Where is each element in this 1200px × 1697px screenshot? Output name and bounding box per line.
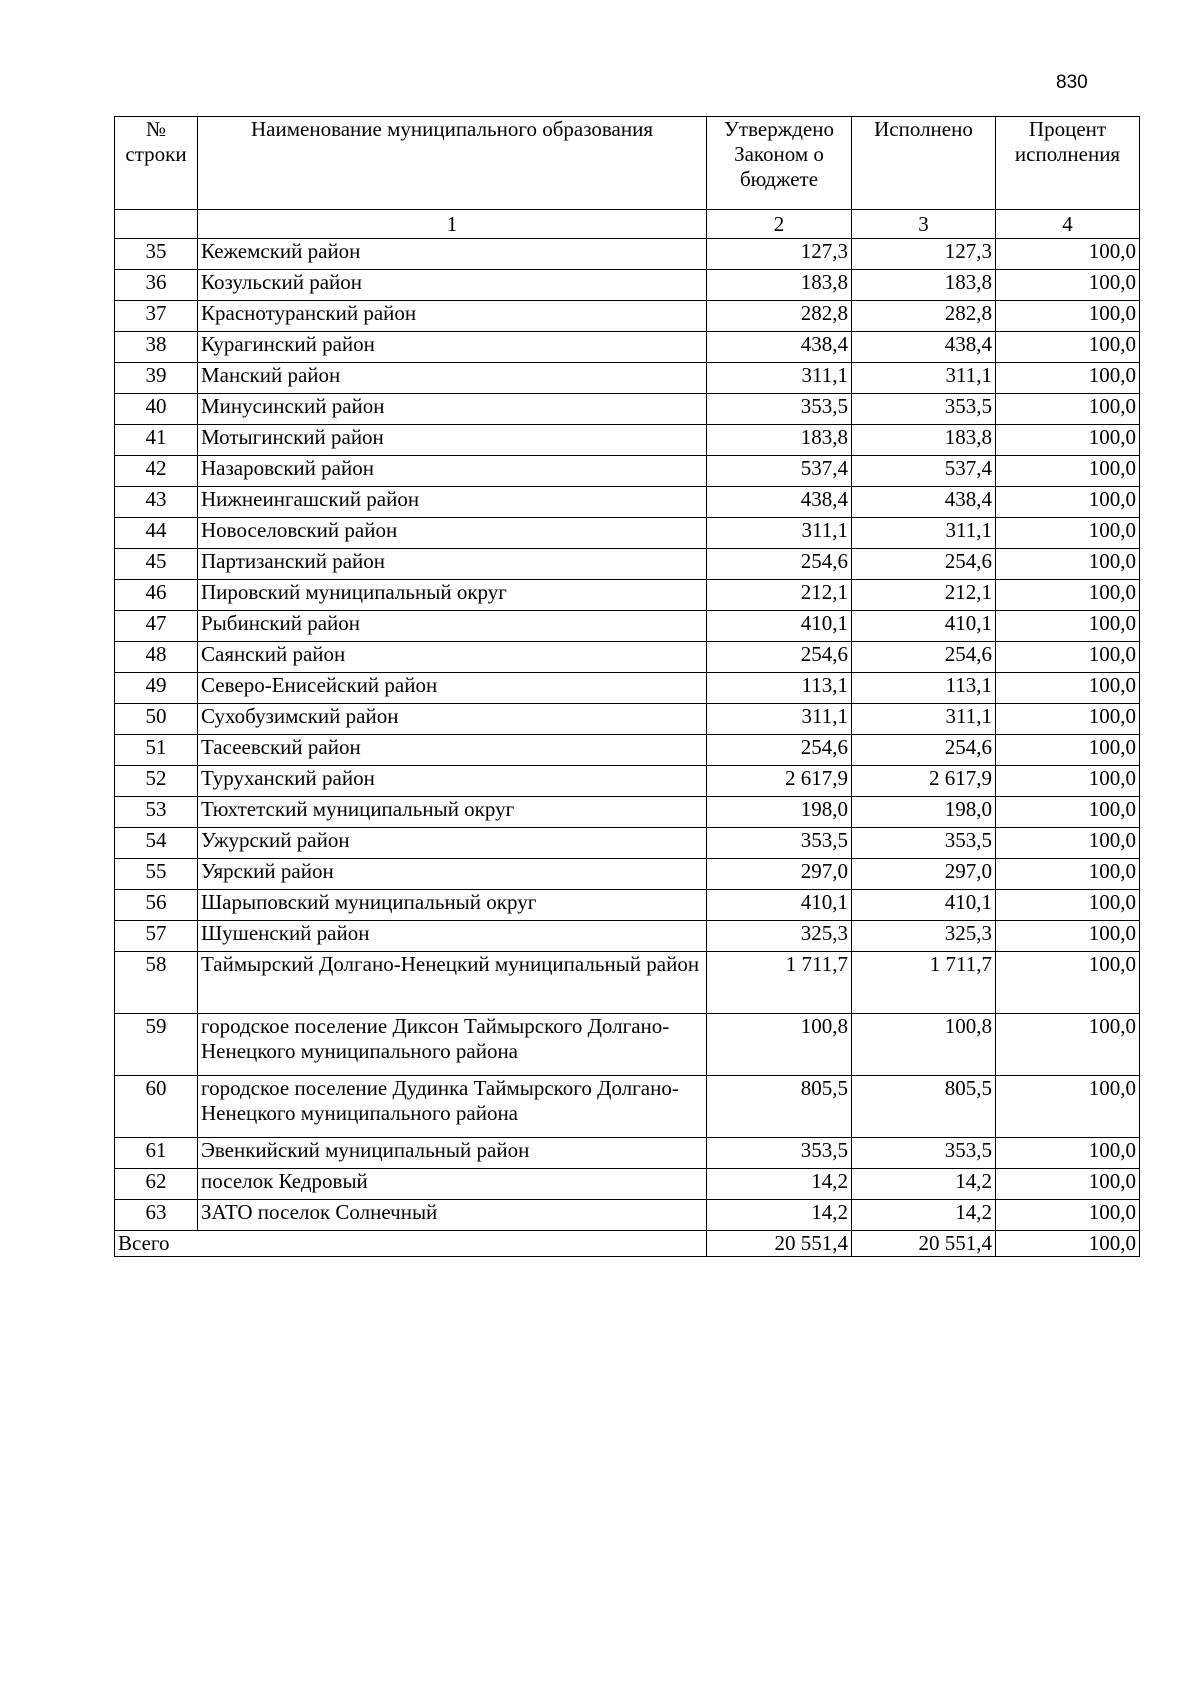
- municipality-name: городское поселение Диксон Таймырского Долгано-Ненецкого муниципального района: [198, 1014, 707, 1076]
- header-executed: Исполнено: [852, 117, 996, 210]
- table-row: [115, 890, 1140, 921]
- executed-amount: 805,5: [852, 1076, 996, 1138]
- execution-percent: 100,0: [996, 642, 1140, 673]
- header-municipality-name: Наименование муниципального образования: [198, 117, 707, 210]
- row-number: 41: [115, 425, 198, 456]
- executed-amount: 353,5: [852, 828, 996, 859]
- approved-amount: 353,5: [707, 1138, 852, 1169]
- approved-amount: 805,5: [707, 1076, 852, 1138]
- header-row: [115, 117, 1140, 210]
- execution-percent: 100,0: [996, 890, 1140, 921]
- row-number: 43: [115, 487, 198, 518]
- municipality-name: Пировский муниципальный округ: [198, 580, 707, 611]
- executed-amount: 254,6: [852, 549, 996, 580]
- approved-amount: 537,4: [707, 456, 852, 487]
- column-index: 3: [852, 210, 996, 239]
- municipality-name: Таймырский Долгано-Ненецкий муниципальный район: [198, 952, 707, 1014]
- municipality-name: Уярский район: [198, 859, 707, 890]
- table-row: [115, 1138, 1140, 1169]
- header-percent: Процент исполнения: [996, 117, 1140, 210]
- execution-percent: 100,0: [996, 425, 1140, 456]
- execution-percent: 100,0: [996, 580, 1140, 611]
- column-index: 2: [707, 210, 852, 239]
- executed-amount: 537,4: [852, 456, 996, 487]
- table-row: [115, 828, 1140, 859]
- execution-percent: 100,0: [996, 487, 1140, 518]
- municipality-name: Шушенский район: [198, 921, 707, 952]
- row-number: 59: [115, 1014, 198, 1076]
- row-number: 50: [115, 704, 198, 735]
- row-number: 58: [115, 952, 198, 1014]
- execution-percent: 100,0: [996, 332, 1140, 363]
- execution-percent: 100,0: [996, 518, 1140, 549]
- approved-amount: 183,8: [707, 270, 852, 301]
- row-number: 38: [115, 332, 198, 363]
- executed-amount: 353,5: [852, 394, 996, 425]
- approved-amount: 254,6: [707, 642, 852, 673]
- execution-percent: 100,0: [996, 270, 1140, 301]
- approved-amount: 311,1: [707, 363, 852, 394]
- table-row: [115, 1169, 1140, 1200]
- table-row: [115, 704, 1140, 735]
- executed-amount: 410,1: [852, 611, 996, 642]
- row-number: 45: [115, 549, 198, 580]
- approved-amount: 353,5: [707, 828, 852, 859]
- approved-amount: 282,8: [707, 301, 852, 332]
- municipality-name: Краснотуранский район: [198, 301, 707, 332]
- table-body: [115, 239, 1140, 1231]
- approved-amount: 1 711,7: [707, 952, 852, 1014]
- total-row: [115, 1231, 1140, 1257]
- row-number: 44: [115, 518, 198, 549]
- municipality-name: Назаровский район: [198, 456, 707, 487]
- row-number: 42: [115, 456, 198, 487]
- table-row: [115, 363, 1140, 394]
- execution-percent: 100,0: [996, 363, 1140, 394]
- municipality-name: Минусинский район: [198, 394, 707, 425]
- execution-percent: 100,0: [996, 239, 1140, 270]
- executed-amount: 311,1: [852, 704, 996, 735]
- column-index: [115, 210, 198, 239]
- executed-amount: 311,1: [852, 518, 996, 549]
- municipality-name: Партизанский район: [198, 549, 707, 580]
- page-number: 830: [1056, 72, 1088, 93]
- total-executed: 20 551,4: [852, 1231, 996, 1257]
- municipality-name: Новоселовский район: [198, 518, 707, 549]
- executed-amount: 113,1: [852, 673, 996, 704]
- table-row: [115, 859, 1140, 890]
- executed-amount: 2 617,9: [852, 766, 996, 797]
- execution-percent: 100,0: [996, 456, 1140, 487]
- approved-amount: 100,8: [707, 1014, 852, 1076]
- approved-amount: 254,6: [707, 735, 852, 766]
- execution-percent: 100,0: [996, 797, 1140, 828]
- row-number: 54: [115, 828, 198, 859]
- table-row: [115, 952, 1140, 1014]
- municipality-name: Тасеевский район: [198, 735, 707, 766]
- municipality-name: Эвенкийский муниципальный район: [198, 1138, 707, 1169]
- municipality-name: поселок Кедровый: [198, 1169, 707, 1200]
- executed-amount: 14,2: [852, 1169, 996, 1200]
- approved-amount: 325,3: [707, 921, 852, 952]
- approved-amount: 212,1: [707, 580, 852, 611]
- municipality-name: Курагинский район: [198, 332, 707, 363]
- row-number: 60: [115, 1076, 198, 1138]
- table-row: [115, 673, 1140, 704]
- row-number: 57: [115, 921, 198, 952]
- execution-percent: 100,0: [996, 673, 1140, 704]
- executed-amount: 212,1: [852, 580, 996, 611]
- execution-percent: 100,0: [996, 766, 1140, 797]
- municipality-name: городское поселение Дудинка Таймырского Долгано-Ненецкого муниципального района: [198, 1076, 707, 1138]
- execution-percent: 100,0: [996, 1138, 1140, 1169]
- approved-amount: 183,8: [707, 425, 852, 456]
- budget-execution-table: [114, 116, 1140, 1257]
- table-row: [115, 518, 1140, 549]
- municipality-name: Козульский район: [198, 270, 707, 301]
- execution-percent: 100,0: [996, 828, 1140, 859]
- execution-percent: 100,0: [996, 859, 1140, 890]
- municipality-name: Кежемский район: [198, 239, 707, 270]
- executed-amount: 254,6: [852, 735, 996, 766]
- row-number: 56: [115, 890, 198, 921]
- row-number: 62: [115, 1169, 198, 1200]
- municipality-name: Сухобузимский район: [198, 704, 707, 735]
- table-row: [115, 1076, 1140, 1138]
- execution-percent: 100,0: [996, 1014, 1140, 1076]
- approved-amount: 311,1: [707, 704, 852, 735]
- approved-amount: 438,4: [707, 332, 852, 363]
- municipality-name: Тюхтетский муниципальный округ: [198, 797, 707, 828]
- table-row: [115, 549, 1140, 580]
- table-row: [115, 921, 1140, 952]
- row-number: 52: [115, 766, 198, 797]
- executed-amount: 438,4: [852, 332, 996, 363]
- table-row: [115, 301, 1140, 332]
- approved-amount: 198,0: [707, 797, 852, 828]
- row-number: 55: [115, 859, 198, 890]
- municipality-name: Туруханский район: [198, 766, 707, 797]
- executed-amount: 410,1: [852, 890, 996, 921]
- approved-amount: 14,2: [707, 1200, 852, 1231]
- execution-percent: 100,0: [996, 735, 1140, 766]
- executed-amount: 127,3: [852, 239, 996, 270]
- table-row: [115, 394, 1140, 425]
- table-row: [115, 1014, 1140, 1076]
- header-approved: Утверждено Законом о бюджете: [707, 117, 852, 210]
- table-row: [115, 425, 1140, 456]
- execution-percent: 100,0: [996, 704, 1140, 735]
- row-number: 39: [115, 363, 198, 394]
- executed-amount: 198,0: [852, 797, 996, 828]
- table-row: [115, 1200, 1140, 1231]
- executed-amount: 438,4: [852, 487, 996, 518]
- header-row-number: № строки: [115, 117, 198, 210]
- execution-percent: 100,0: [996, 921, 1140, 952]
- municipality-name: Шарыповский муниципальный округ: [198, 890, 707, 921]
- approved-amount: 410,1: [707, 611, 852, 642]
- approved-amount: 438,4: [707, 487, 852, 518]
- execution-percent: 100,0: [996, 1169, 1140, 1200]
- row-number: 53: [115, 797, 198, 828]
- total-approved: 20 551,4: [707, 1231, 852, 1257]
- approved-amount: 410,1: [707, 890, 852, 921]
- total-percent: 100,0: [996, 1231, 1140, 1257]
- executed-amount: 297,0: [852, 859, 996, 890]
- municipality-name: Ужурский район: [198, 828, 707, 859]
- row-number: 61: [115, 1138, 198, 1169]
- municipality-name: Северо-Енисейский район: [198, 673, 707, 704]
- row-number: 49: [115, 673, 198, 704]
- executed-amount: 100,8: [852, 1014, 996, 1076]
- table-row: [115, 456, 1140, 487]
- executed-amount: 353,5: [852, 1138, 996, 1169]
- municipality-name: Нижнеингашский район: [198, 487, 707, 518]
- row-number: 47: [115, 611, 198, 642]
- table-row: [115, 580, 1140, 611]
- table-row: [115, 270, 1140, 301]
- execution-percent: 100,0: [996, 1076, 1140, 1138]
- row-number: 35: [115, 239, 198, 270]
- execution-percent: 100,0: [996, 549, 1140, 580]
- executed-amount: 311,1: [852, 363, 996, 394]
- executed-amount: 183,8: [852, 270, 996, 301]
- row-number: 37: [115, 301, 198, 332]
- execution-percent: 100,0: [996, 394, 1140, 425]
- table-row: [115, 239, 1140, 270]
- table-row: [115, 766, 1140, 797]
- total-label: Всего: [115, 1231, 707, 1257]
- approved-amount: 14,2: [707, 1169, 852, 1200]
- executed-amount: 1 711,7: [852, 952, 996, 1014]
- execution-percent: 100,0: [996, 611, 1140, 642]
- execution-percent: 100,0: [996, 1200, 1140, 1231]
- approved-amount: 311,1: [707, 518, 852, 549]
- execution-percent: 100,0: [996, 952, 1140, 1014]
- table-row: [115, 642, 1140, 673]
- executed-amount: 325,3: [852, 921, 996, 952]
- municipality-name: Манский район: [198, 363, 707, 394]
- municipality-name: ЗАТО поселок Солнечный: [198, 1200, 707, 1231]
- executed-amount: 14,2: [852, 1200, 996, 1231]
- row-number: 36: [115, 270, 198, 301]
- municipality-name: Мотыгинский район: [198, 425, 707, 456]
- row-number: 51: [115, 735, 198, 766]
- column-index: 1: [198, 210, 707, 239]
- row-number: 40: [115, 394, 198, 425]
- approved-amount: 113,1: [707, 673, 852, 704]
- table-row: [115, 797, 1140, 828]
- approved-amount: 254,6: [707, 549, 852, 580]
- approved-amount: 2 617,9: [707, 766, 852, 797]
- table-row: [115, 487, 1140, 518]
- table-row: [115, 332, 1140, 363]
- executed-amount: 282,8: [852, 301, 996, 332]
- approved-amount: 127,3: [707, 239, 852, 270]
- row-number: 48: [115, 642, 198, 673]
- execution-percent: 100,0: [996, 301, 1140, 332]
- approved-amount: 297,0: [707, 859, 852, 890]
- row-number: 46: [115, 580, 198, 611]
- municipality-name: Рыбинский район: [198, 611, 707, 642]
- municipality-name: Саянский район: [198, 642, 707, 673]
- executed-amount: 183,8: [852, 425, 996, 456]
- column-index-row: [115, 210, 1140, 239]
- column-index: 4: [996, 210, 1140, 239]
- approved-amount: 353,5: [707, 394, 852, 425]
- executed-amount: 254,6: [852, 642, 996, 673]
- table-row: [115, 735, 1140, 766]
- row-number: 63: [115, 1200, 198, 1231]
- table-row: [115, 611, 1140, 642]
